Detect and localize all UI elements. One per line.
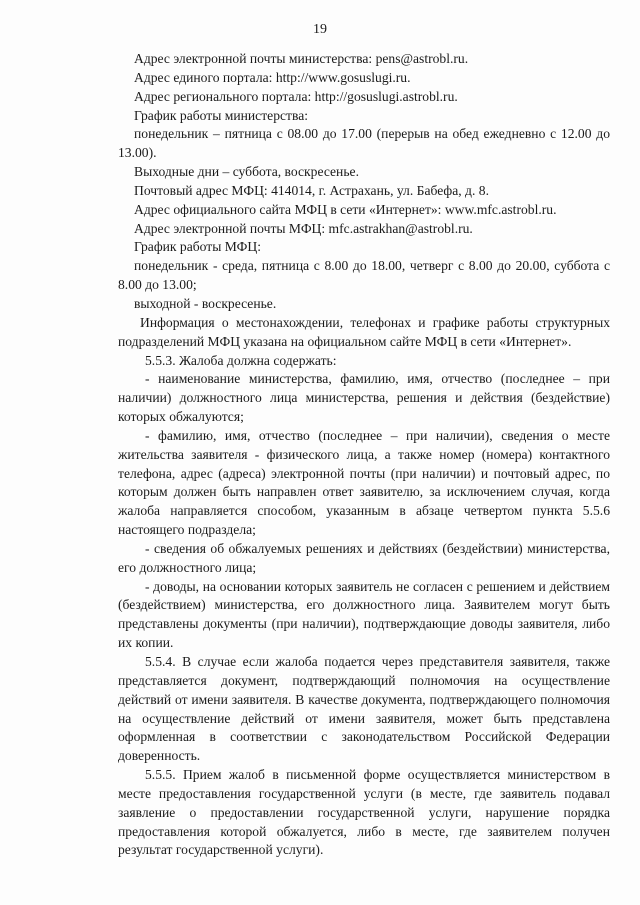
complaint-item-1: - наименование министерства, фамилию, имя, отчество (последнее – при наличии) должностного лица министерства, решения и действия (бездействие) которых обжалуются;	[118, 371, 610, 425]
complaint-item-2: - фамилию, имя, отчество (последнее – при наличии), сведения о месте жительства заявителя - физического лица, а также номер (номера) контактного телефона, адрес (адреса) электронной почты (при наличии) и почтовый адрес, по которым должен быть направлен ответ заявителю, за исключением случая, когда жалоба направляется способом, указанным в абзаце четвертом пункта 5.5.6 настоящего подраздела;	[118, 427, 610, 538]
section-5-5-4: 5.5.4. В случае если жалоба подается через представителя заявителя, также представляется документ, подтверждающий полномочия на осуществление действий от имени заявителя. В качестве документа, подтверждающего полномочия на осуществление действий от имени заявителя, может быть представлена оформленная в соответствии с законодательством Российской Федерации доверенность.	[118, 654, 610, 764]
regional-portal-address: Адрес регионального портала: http://gosuslugi.astrobl.ru.	[134, 88, 458, 104]
mfc-info-paragraph: Информация о местонахождении, телефонах и графике работы структурных подразделений МФЦ указана на официальном сайте МФЦ в сети «Интернет».	[118, 314, 610, 349]
section-5-5-5: 5.5.5. Прием жалоб в письменной форме осуществляется министерством в месте предоставления государственной услуги (в месте, где заявитель подавал заявление о предоставлении государственной услуги, нарушение порядка предоставления которой обжалуется, либо в месте, где заявителем получен результат государственной услуги).	[118, 767, 610, 858]
ministry-days-off: Выходные дни – суббота, воскресенье.	[134, 164, 359, 180]
mfc-email: Адрес электронной почты МФЦ: mfc.astrakhan@astrobl.ru.	[134, 220, 473, 236]
ministry-email: Адрес электронной почты министерства: pens@astrobl.ru.	[134, 51, 469, 66]
page-number: 19	[313, 22, 327, 37]
ministry-schedule: понедельник – пятница с 08.00 до 17.00 (перерыв на обед ежедневно с 12.00 до 13.00).	[118, 126, 610, 161]
complaint-item-4: - доводы, на основании которых заявитель не согласен с решением и действием (бездействием) министерства, его должностного лица. Заявителем могут быть представлены документы (при наличии), подтверждающие доводы заявителя, либо их копии.	[118, 578, 610, 651]
unified-portal-address: Адрес единого портала: http://www.gosuslugi.ru.	[134, 69, 411, 85]
document-body	[118, 50, 610, 860]
ministry-schedule-heading: График работы министерства:	[134, 107, 309, 123]
mfc-schedule-heading: График работы МФЦ:	[134, 239, 261, 255]
mfc-postal-address: Почтовый адрес МФЦ: 414014, г. Астрахань, ул. Бабефа, д. 8.	[134, 182, 489, 198]
complaint-item-3: - сведения об обжалуемых решениях и действиях (бездействии) министерства, его должностного лица;	[118, 540, 610, 575]
mfc-day-off: выходной - воскресенье.	[134, 295, 277, 311]
section-5-5-3-heading: 5.5.3. Жалоба должна содержать:	[145, 352, 337, 368]
mfc-website: Адрес официального сайта МФЦ в сети «Интернет»: www.mfc.astrobl.ru.	[134, 201, 557, 217]
mfc-schedule: понедельник - среда, пятница с 8.00 до 18.00, четверг с 8.00 до 20.00, суббота с 8.00 до 13.00;	[118, 258, 610, 293]
